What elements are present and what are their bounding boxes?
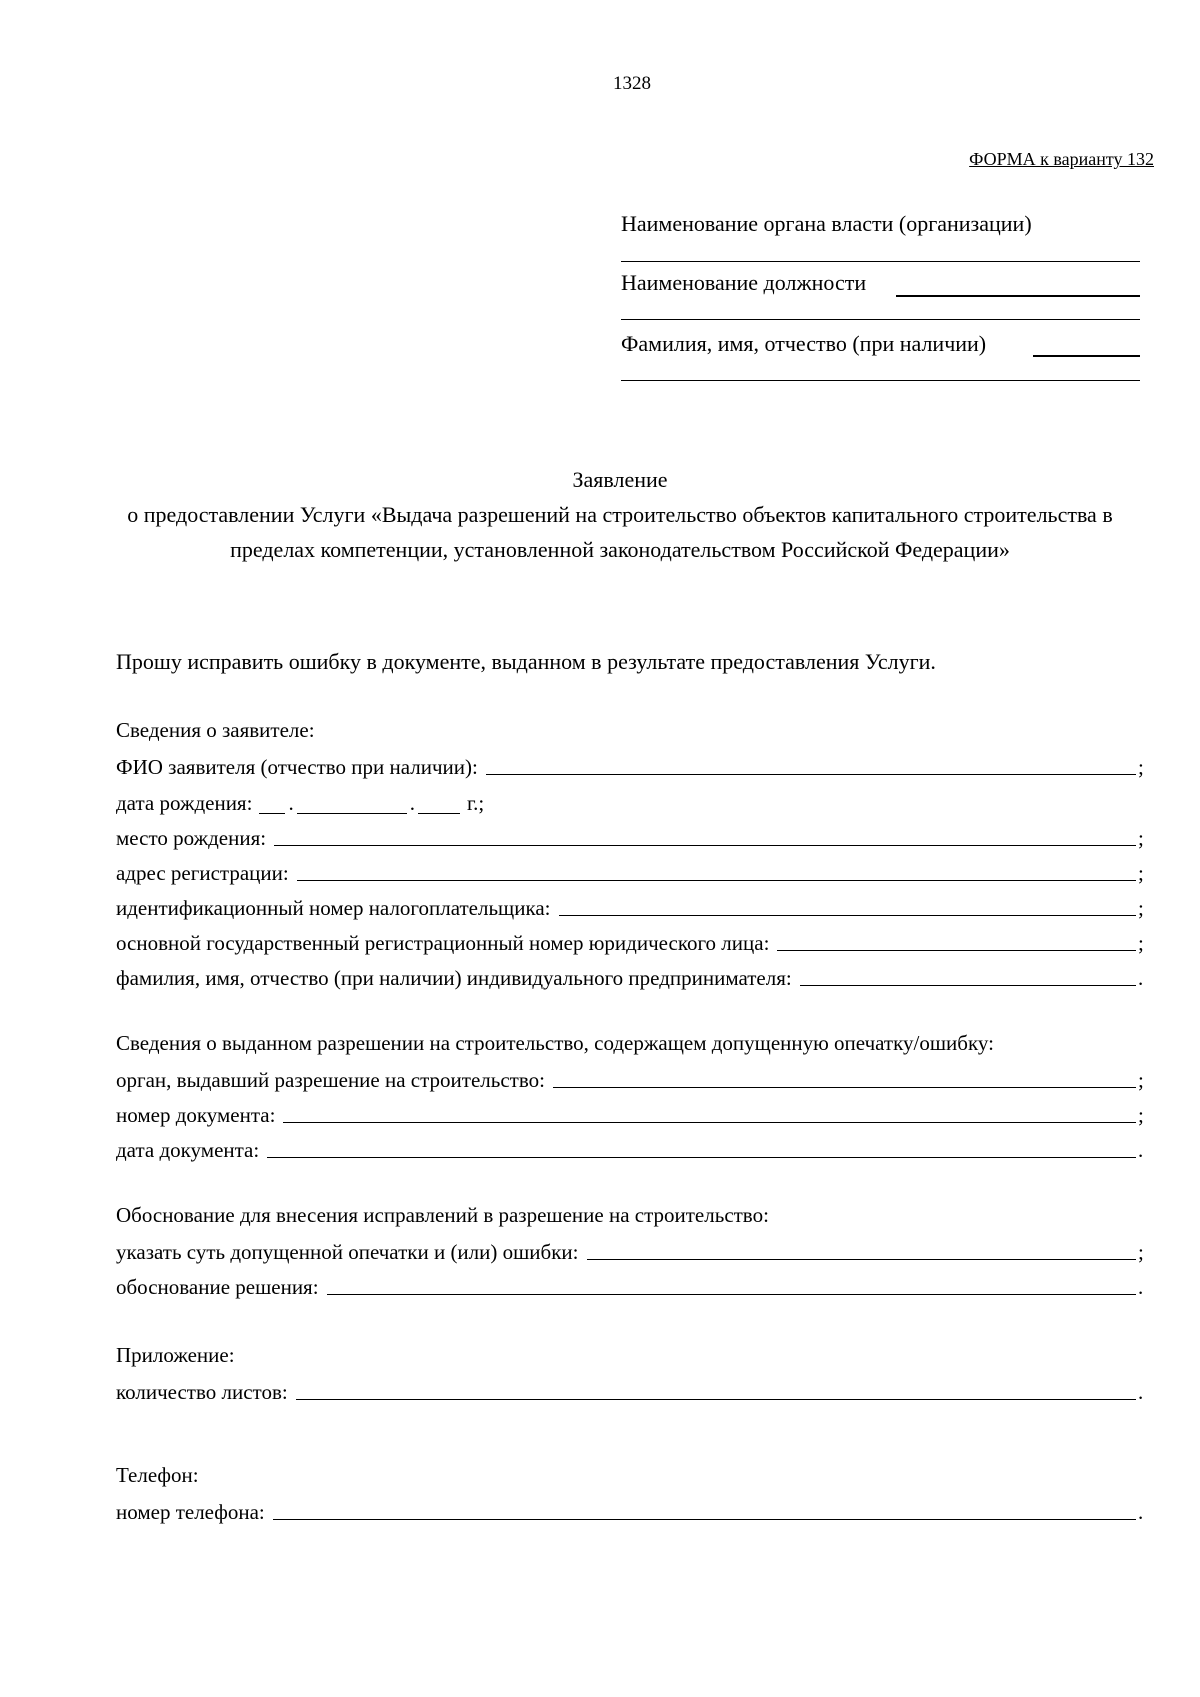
dob-label: дата рождения: bbox=[116, 791, 253, 815]
error-essence-line[interactable] bbox=[587, 1259, 1136, 1260]
birthplace-label: место рождения: bbox=[116, 826, 267, 850]
permit-issuer-label: орган, выдавший разрешение на строительство: bbox=[116, 1068, 545, 1092]
page-number: 1328 bbox=[613, 73, 651, 94]
sheets-count-row bbox=[116, 1377, 1147, 1403]
fio-addressee-line[interactable] bbox=[621, 380, 1140, 381]
ogrn-line[interactable] bbox=[777, 950, 1136, 951]
position-name-label: Наименование должности bbox=[621, 270, 867, 295]
dob-month-line[interactable] bbox=[297, 813, 407, 814]
title-heading: Заявление bbox=[572, 467, 668, 492]
address-end: ; bbox=[1138, 861, 1144, 885]
justification-section-title: Обоснование для внесения исправлений в разрешение на строительство: bbox=[116, 1203, 769, 1227]
intro-text: Прошу исправить ошибку в документе, выданном в результате предоставления Услуги. bbox=[116, 649, 936, 674]
dob-suffix: г.; bbox=[466, 791, 485, 815]
sheets-count-line[interactable] bbox=[296, 1399, 1136, 1400]
attachment-section-title: Приложение: bbox=[116, 1343, 235, 1367]
birthplace-line[interactable] bbox=[274, 845, 1136, 846]
dob-row bbox=[116, 788, 484, 814]
phone-number-line[interactable] bbox=[273, 1519, 1136, 1520]
inn-end: ; bbox=[1138, 896, 1144, 920]
permit-number-end: ; bbox=[1138, 1103, 1144, 1127]
ogrn-label: основной государственный регистрационный номер юридического лица: bbox=[116, 931, 770, 955]
decision-reason-line[interactable] bbox=[327, 1294, 1136, 1295]
document-title bbox=[120, 462, 1120, 567]
fio-addressee-fill-line[interactable] bbox=[1033, 355, 1140, 357]
permit-date-line[interactable] bbox=[267, 1157, 1136, 1158]
ogrn-row bbox=[116, 928, 1147, 954]
dob-year-line[interactable] bbox=[418, 813, 460, 814]
address-row bbox=[116, 858, 1147, 884]
dob-sep-2: . bbox=[409, 791, 415, 815]
applicant-section-title: Сведения о заявителе: bbox=[116, 718, 315, 742]
phone-number-end: . bbox=[1138, 1500, 1144, 1524]
decision-reason-label: обоснование решения: bbox=[116, 1275, 319, 1299]
sheets-count-end: . bbox=[1138, 1380, 1144, 1404]
permit-number-row bbox=[116, 1100, 1147, 1126]
fio-addressee-label: Фамилия, имя, отчество (при наличии) bbox=[621, 331, 987, 356]
decision-reason-row bbox=[116, 1272, 1147, 1298]
dob-day-line[interactable] bbox=[259, 813, 285, 814]
inn-label: идентификационный номер налогоплательщика: bbox=[116, 896, 551, 920]
ip-end: . bbox=[1138, 966, 1144, 990]
inn-line[interactable] bbox=[559, 915, 1136, 916]
organ-name-label: Наименование органа власти (организации) bbox=[621, 211, 1032, 236]
permit-date-end: . bbox=[1138, 1138, 1144, 1162]
decision-reason-end: . bbox=[1138, 1275, 1144, 1299]
ip-row bbox=[116, 963, 1147, 989]
permit-number-label: номер документа: bbox=[116, 1103, 276, 1127]
ogrn-end: ; bbox=[1138, 931, 1144, 955]
applicant-fio-label: ФИО заявителя (отчество при наличии): bbox=[116, 755, 478, 779]
permit-number-line[interactable] bbox=[283, 1122, 1136, 1123]
inn-row bbox=[116, 893, 1147, 919]
permit-issuer-end: ; bbox=[1138, 1068, 1144, 1092]
dob-sep-1: . bbox=[288, 791, 294, 815]
address-line[interactable] bbox=[297, 880, 1136, 881]
birthplace-row bbox=[116, 823, 1147, 849]
position-name-fill-line[interactable] bbox=[896, 295, 1140, 297]
error-essence-end: ; bbox=[1138, 1240, 1144, 1264]
permit-date-row bbox=[116, 1135, 1147, 1161]
phone-number-row bbox=[116, 1497, 1147, 1523]
error-essence-label: указать суть допущенной опечатки и (или) ошибки: bbox=[116, 1240, 579, 1264]
applicant-fio-row bbox=[116, 752, 1147, 778]
applicant-fio-line[interactable] bbox=[486, 774, 1136, 775]
title-subtitle: о предоставлении Услуги «Выдача разрешений на строительство объектов капитального строительства в пределах компетенции, установленной законодательством Российской Федерации» bbox=[127, 502, 1113, 562]
address-label: адрес регистрации: bbox=[116, 861, 289, 885]
phone-section-title: Телефон: bbox=[116, 1463, 199, 1487]
phone-number-label: номер телефона: bbox=[116, 1500, 265, 1524]
permit-issuer-line[interactable] bbox=[553, 1087, 1136, 1088]
applicant-fio-end: ; bbox=[1138, 755, 1144, 779]
sheets-count-label: количество листов: bbox=[116, 1380, 288, 1404]
permit-issuer-row bbox=[116, 1065, 1147, 1091]
error-essence-row bbox=[116, 1237, 1147, 1263]
permit-section-title: Сведения о выданном разрешении на строительство, содержащем допущенную опечатку/ошибку: bbox=[116, 1031, 994, 1055]
permit-date-label: дата документа: bbox=[116, 1138, 260, 1162]
form-reference: ФОРМА к варианту 132 bbox=[969, 149, 1154, 169]
birthplace-end: ; bbox=[1138, 826, 1144, 850]
organ-name-line[interactable] bbox=[621, 261, 1140, 262]
position-name-line[interactable] bbox=[621, 319, 1140, 320]
ip-label: фамилия, имя, отчество (при наличии) индивидуального предпринимателя: bbox=[116, 966, 792, 990]
ip-line[interactable] bbox=[800, 985, 1136, 986]
